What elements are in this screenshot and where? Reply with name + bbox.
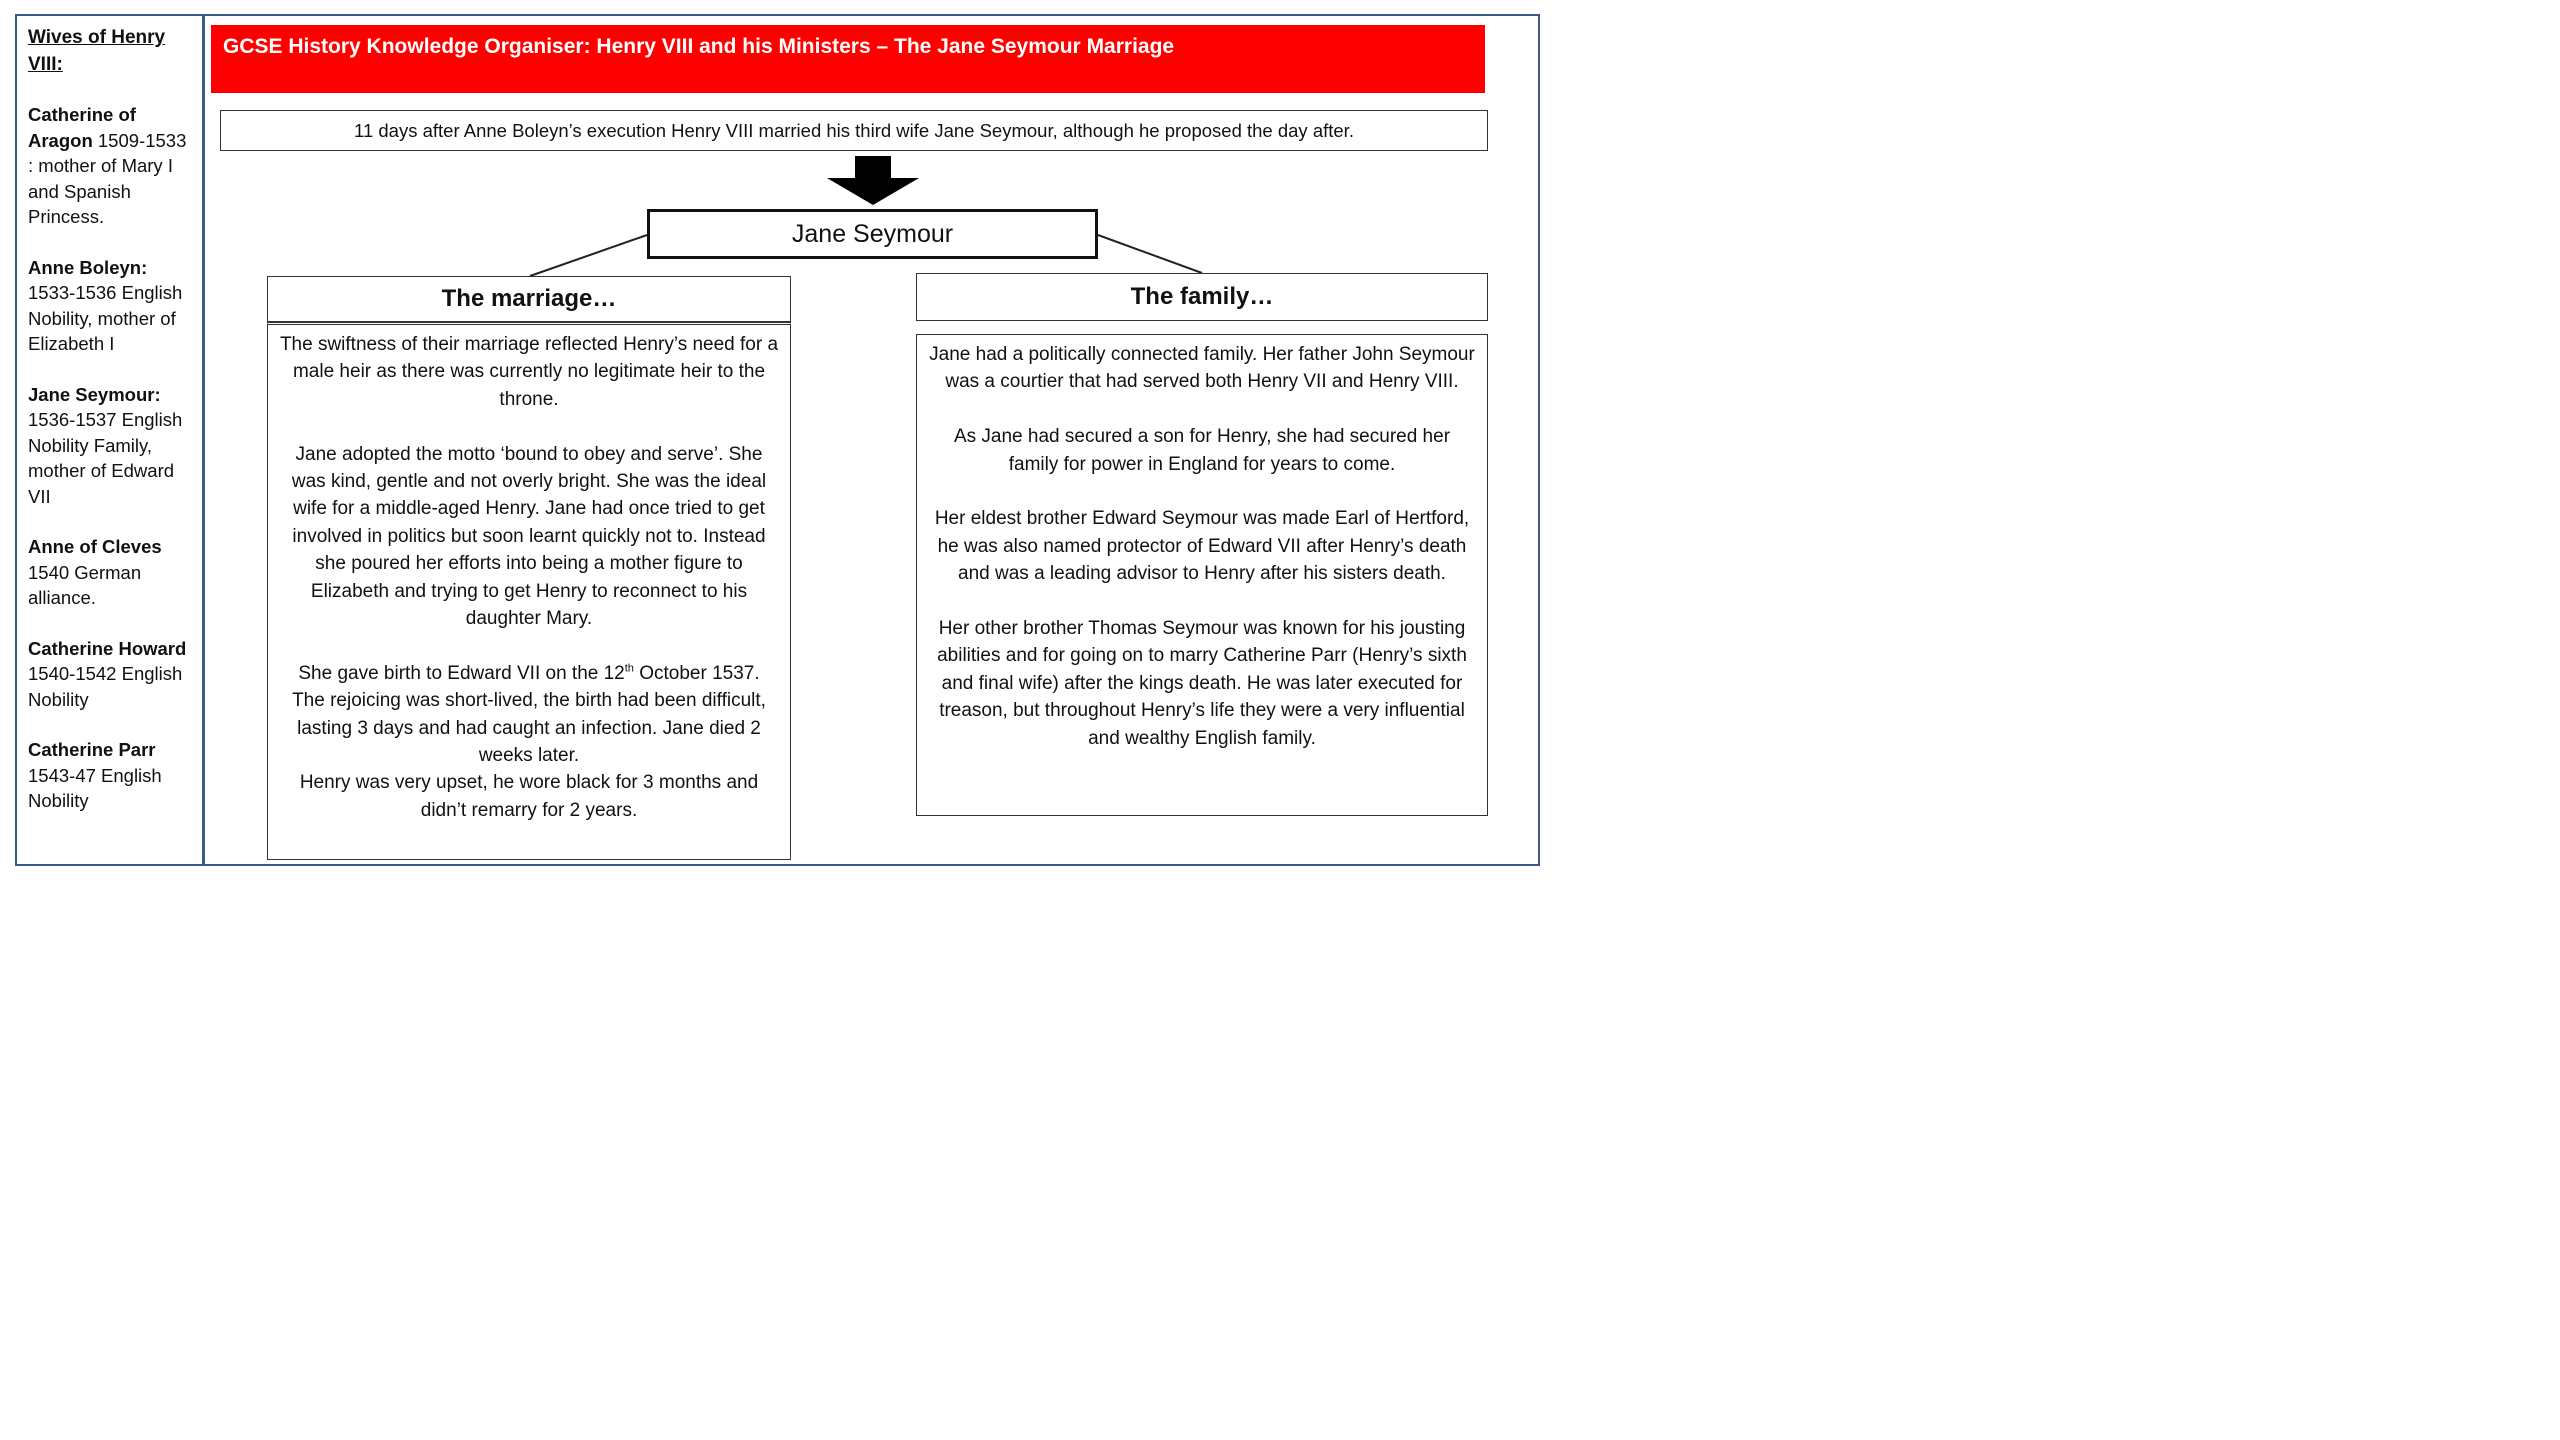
- family-paragraph: Jane had a politically connected family. Her father John Seymour was a courtier that had served both Henry VII and Henry VIII.: [929, 344, 1475, 393]
- center-node: Jane Seymour: [647, 209, 1098, 259]
- marriage-paragraph: Henry was very upset, he wore black for 3 months and didn’t remarry for 2 years.: [299, 772, 759, 821]
- marriage-birth-date: October 1537.: [633, 662, 760, 684]
- wife-detail: 1536-1537 English Nobility Family, mother of Edward VII: [28, 409, 183, 507]
- wife-detail: 1543-47 English Nobility: [28, 764, 162, 811]
- wife-entry: [28, 102, 194, 230]
- wife-name: Jane Seymour:: [28, 383, 161, 405]
- wife-entry: [28, 534, 194, 611]
- marriage-birth-text: She gave birth to Edward VII on the 12: [298, 662, 625, 684]
- page-title: GCSE History Knowledge Organiser: Henry VIII and his Ministers – The Jane Seymour Marriage: [211, 25, 1485, 93]
- wife-entry: [28, 255, 194, 357]
- family-panel: [916, 334, 1488, 816]
- wife-name: Catherine Parr: [28, 739, 156, 760]
- ordinal-suffix: th: [624, 662, 634, 675]
- wives-sidebar: [15, 14, 205, 866]
- marriage-paragraph: The rejoicing was short-lived, the birth had been difficult, lasting 3 days and had caught an infection. Jane died 2 weeks later.: [292, 690, 766, 767]
- down-arrow-icon: [825, 156, 921, 206]
- family-paragraph: Her eldest brother Edward Seymour was made Earl of Hertford, he was also named protector of Edward VII after Henry’s death and was a leading advisor to Henry after his sisters death.: [934, 508, 1470, 585]
- wife-name: Catherine of Aragon: [28, 104, 136, 151]
- marriage-heading: The marriage…: [267, 276, 791, 322]
- wife-name: Anne of Cleves: [28, 536, 162, 557]
- wife-detail: 1533-1536 English Nobility, mother of Elizabeth I: [28, 282, 183, 354]
- wife-detail: 1540 German alliance.: [28, 561, 142, 608]
- wife-detail: 1540-1542 English Nobility: [28, 663, 183, 710]
- marriage-paragraph: The swiftness of their marriage reflected Henry’s need for a male heir as there was currently no legitimate heir to the throne.: [279, 334, 779, 410]
- wife-name: Anne Boleyn:: [28, 256, 148, 278]
- wife-entry: [28, 737, 194, 814]
- sidebar-title: Wives of Henry VIII:: [28, 27, 166, 75]
- intro-box: 11 days after Anne Boleyn’s execution Henry VIII married his third wife Jane Seymour, although he proposed the day after.: [220, 110, 1488, 151]
- wife-entry: [28, 636, 194, 713]
- marriage-paragraph: Jane adopted the motto ‘bound to obey and serve’. She was kind, gentle and not overly bright. She was the ideal wife for a middle-aged Henry. Jane had once tried to get involved in politics but soon learnt quickly not to. Instead she poured her efforts into being a mother figure to Elizabeth and trying to get Henry to reconnect to his daughter Mary.: [291, 443, 767, 630]
- wife-entry: [28, 382, 194, 510]
- wife-name: Catherine Howard: [28, 637, 187, 659]
- family-paragraph: Her other brother Thomas Seymour was known for his jousting abilities and for going on to marry Catherine Parr (Henry’s sixth and final wife) after the kings death. He was later executed for treason, but throughout Henry’s life they were a very influential and wealthy English family.: [937, 618, 1467, 749]
- family-paragraph: As Jane had secured a son for Henry, she had secured her family for power in England for years to come.: [953, 426, 1451, 475]
- marriage-panel: [267, 322, 791, 860]
- wife-detail: 1509-1533 : mother of Mary I and Spanish Princess.: [28, 129, 187, 227]
- family-heading: The family…: [916, 273, 1488, 321]
- marriage-paragraph: [278, 660, 780, 687]
